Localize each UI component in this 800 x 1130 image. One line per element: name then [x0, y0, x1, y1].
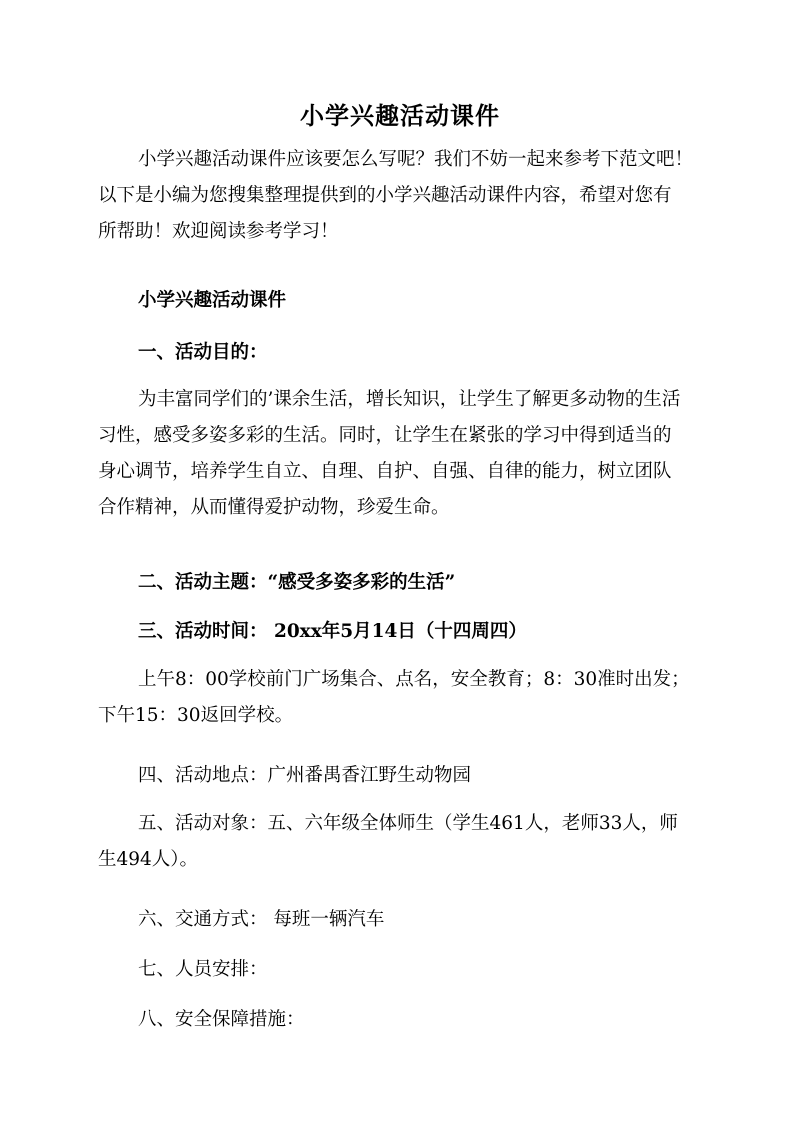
subheading: 小学兴趣活动课件 [138, 290, 287, 311]
section1-line: 身心调节，培养学生自立、自理、自护、自强、自律的能力，树立团队 [98, 461, 672, 482]
intro-line: 所帮助！欢迎阅读参考学习！ [98, 221, 339, 242]
intro-line: 以下是小编为您搜集整理提供到的小学兴趣活动课件内容，希望对您有 [98, 185, 672, 206]
section1-line: 习性，感受多姿多彩的生活。同时，让学生在紧张的学习中得到适当的 [98, 425, 672, 446]
section1-paragraph [98, 382, 710, 526]
section6: 六、交通方式： 每班一辆汽车 [138, 909, 385, 930]
section7: 七、人员安排： [138, 959, 268, 980]
document-title: 小学兴趣活动课件 [300, 101, 500, 130]
section8: 八、安全保障措施： [138, 1009, 305, 1030]
section2-heading: 二、活动主题：“感受多姿多彩的生活” [138, 572, 456, 593]
section3-heading: 三、活动时间： 20xx年5月14日（十四周四） [138, 621, 527, 642]
section1-heading: 一、活动目的： [138, 342, 268, 363]
section4: 四、活动地点：广州番禺香江野生动物园 [138, 765, 472, 786]
section1-line: 合作精神，从而懂得爱护动物，珍爱生命。 [98, 497, 450, 518]
section5-line: 五、活动对象：五、六年级全体师生（学生461人，老师33人，师 [138, 813, 678, 834]
section5-paragraph [98, 806, 710, 878]
schedule-line: 下午15：30返回学校。 [98, 705, 294, 726]
schedule-line: 上午8：00学校前门广场集合、点名，安全教育；8：30准时出发； [138, 669, 690, 690]
intro-line: 小学兴趣活动课件应该要怎么写呢？我们不妨一起来参考下范文吧！ [138, 149, 694, 170]
intro-paragraph [98, 142, 710, 250]
section5-line: 生494人）。 [98, 849, 199, 870]
schedule-paragraph [98, 662, 710, 734]
section1-line: 为丰富同学们的’课余生活，增长知识，让学生了解更多动物的生活 [138, 389, 681, 410]
